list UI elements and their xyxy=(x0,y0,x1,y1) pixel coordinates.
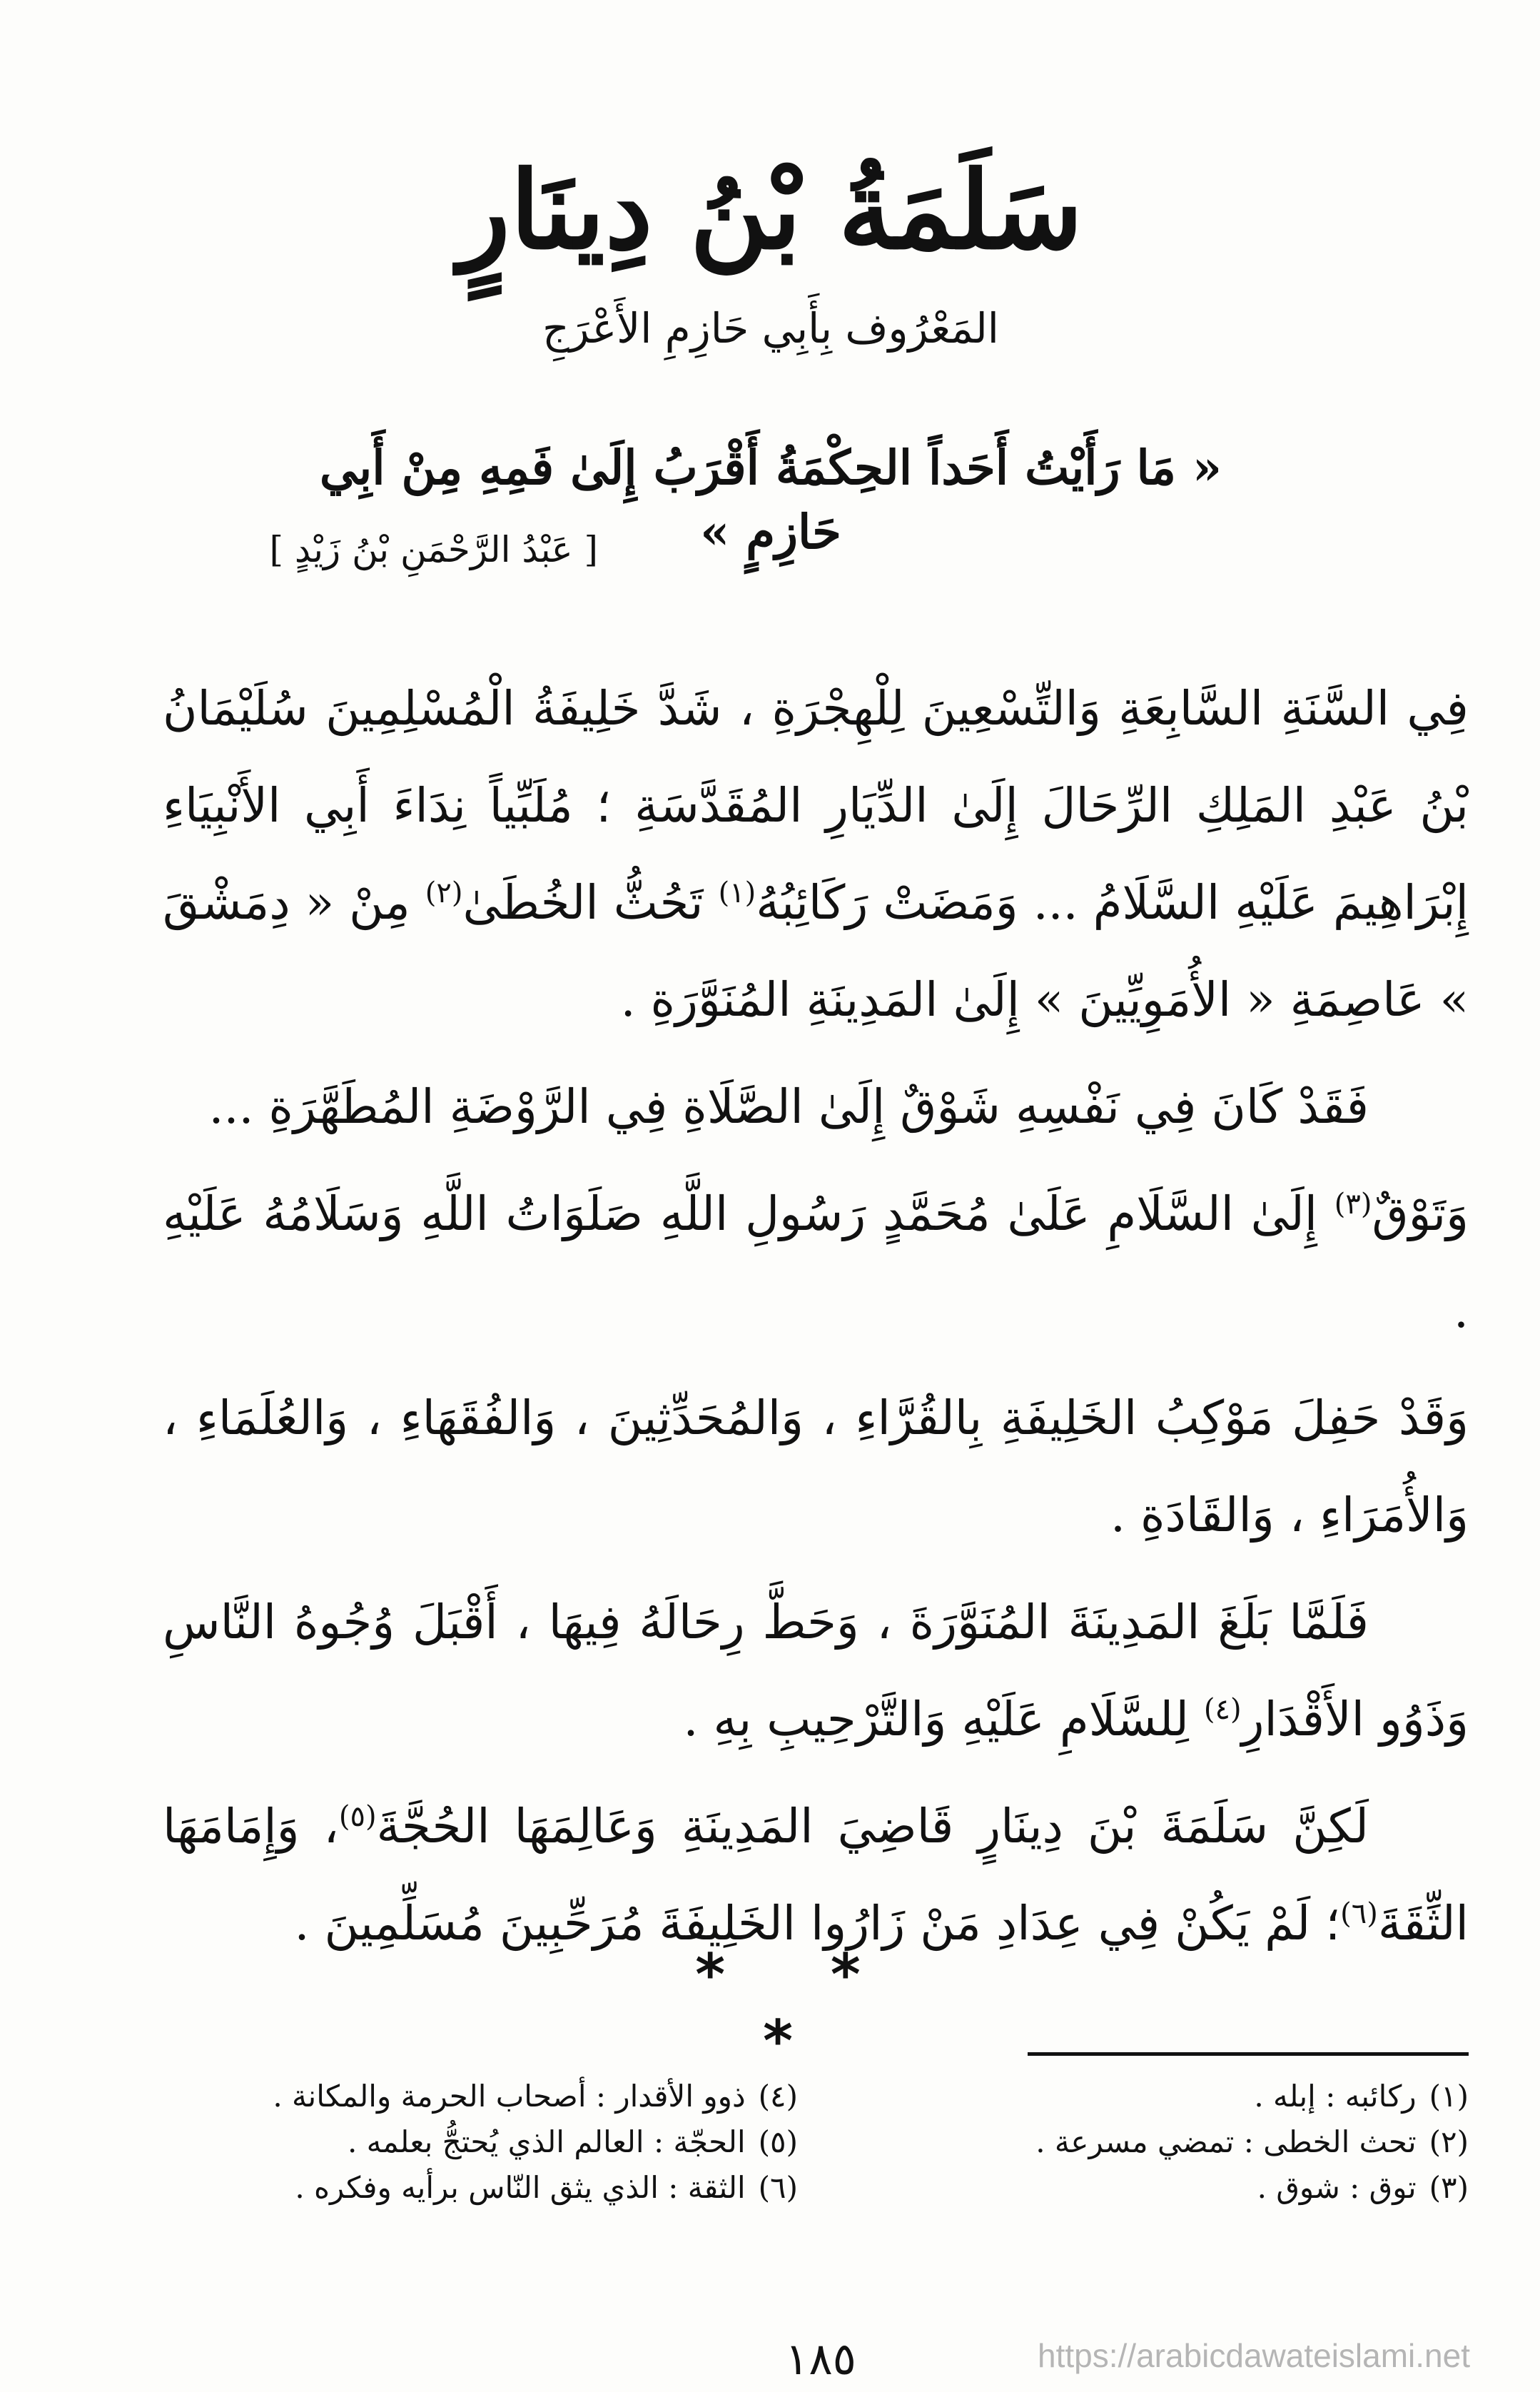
footnote-ref-5: (٥) xyxy=(338,1800,377,1833)
footnote-ref-6: (٦) xyxy=(1340,1897,1378,1930)
source-watermark: https://arabicdawateislami.net xyxy=(1038,2337,1470,2374)
paragraph-1 xyxy=(163,660,1469,1049)
footnote-3-text: توق : شوق . xyxy=(1257,2170,1417,2205)
paragraph-3-part-2: إِلَىٰ السَّلَامِ عَلَىٰ مُحَمَّدٍ رَسُولِ اللَّهِ صَلَوَاتُ اللَّهِ وَسَلَامُهُ عَلَيْهِ . xyxy=(163,1186,1469,1338)
paragraph-1-part-2: تَحُثُّ الخُطَىٰ xyxy=(462,875,719,930)
paragraph-2: فَقَدْ كَانَ فِي نَفْسِهِ شَوْقٌ إِلَىٰ الصَّلَاةِ فِي الرَّوْضَةِ المُطَهَّرَةِ ... xyxy=(208,1079,1369,1134)
footnote-4-text: ذوو الأقدار : أصحاب الحرمة والمكانة . xyxy=(273,2079,746,2114)
footnote-2 xyxy=(1026,2119,1469,2165)
footnote-ref-1: (١) xyxy=(718,877,756,909)
footnote-1-number: (١) xyxy=(1429,2079,1469,2114)
paragraph-6-part-3: ؛ لَمْ يَكُنْ فِي عِدَادِ مَنْ زَارُوا الخَلِيفَةَ مُرَحِّبِينَ مُسَلِّمِينَ . xyxy=(294,1896,1341,1951)
footnote-6 xyxy=(213,2165,798,2211)
paragraph-3-part-1: وَتَوْقٌ xyxy=(1372,1186,1469,1241)
epigraph-quote: « مَا رَأَيْتُ أَحَداً الحِكْمَةُ أَقْرَبُ إِلَىٰ فَمِهِ مِنْ أَبِي حَازِمٍ » xyxy=(319,440,1222,560)
footnote-6-text: الثقة : الذي يثق النّاس برأيه وفكره . xyxy=(295,2170,746,2205)
paragraph-6-part-2: ، وَإِمَامَهَا الثِّقَةَ xyxy=(163,1799,1469,1951)
paragraph-5-part-2: لِلسَّلَامِ عَلَيْهِ وَالتَّرْحِيبِ بِهِ . xyxy=(683,1692,1204,1747)
footnote-1 xyxy=(1026,2074,1469,2119)
footnote-1-text: ركائبه : إبله . xyxy=(1254,2079,1417,2114)
paragraph-4: وَقَدْ حَفِلَ مَوْكِبُ الخَلِيفَةِ بِالقُرَّاءِ ، وَالمُحَدِّثِينَ ، وَالفُقَهَاءِ ، وَالعُلَمَاءِ ، وَالأُمَرَاءِ ، وَالقَادَةِ . xyxy=(163,1391,1469,1543)
footnote-4-number: (٤) xyxy=(758,2079,798,2114)
footnote-5 xyxy=(213,2119,798,2165)
footnotes-right-column xyxy=(1026,2074,1469,2211)
paragraph-1-part-3: مِنْ « دِمَشْقَ » عَاصِمَةِ « الأُمَوِيِّينَ » إِلَىٰ المَدِينَةِ المُنَوَّرَةِ . xyxy=(163,875,1469,1027)
footnote-2-text: تحث الخطى : تمضي مسرعة . xyxy=(1035,2124,1417,2159)
footnote-ref-3: (٣) xyxy=(1334,1188,1372,1221)
paragraph-3 xyxy=(163,1166,1469,1360)
page-number: ١٨٥ xyxy=(785,2333,856,2385)
footnote-ref-4: (٤) xyxy=(1203,1693,1242,1726)
epigraph-attribution: [ عَبْدُ الرَّحْمَنِ بْنُ زَيْدٍ ] xyxy=(269,529,598,570)
footnote-divider xyxy=(1028,2052,1469,2056)
section-break: * * * xyxy=(695,1942,903,2074)
footnote-4 xyxy=(213,2074,798,2119)
footnote-3 xyxy=(1026,2165,1469,2211)
paragraph-5 xyxy=(163,1574,1469,1768)
footnote-2-number: (٢) xyxy=(1429,2124,1469,2159)
body-text xyxy=(163,660,1469,1982)
paragraph-1-part-1: فِي السَّنَةِ السَّابِعَةِ وَالتِّسْعِينَ لِلْهِجْرَةِ ، شَدَّ خَلِيفَةُ الْمُسْلِمِينَ سُلَيْمَانُ بْنُ عَبْدِ المَلِكِ الرِّحَالَ إِلَىٰ الدِّيَارِ المُقَدَّسَةِ ؛ مُلَبِّياً نِدَاءَ أَبِي الأَنْبِيَاءِ إِبْرَاهِيمَ عَلَيْهِ السَّلَامُ ... وَمَضَتْ رَكَائِبُهُ xyxy=(163,681,1469,930)
chapter-title: سَلَمَةُ بْنُ دِينَارٍ xyxy=(458,148,1083,273)
footnote-5-text: الحجّة : العالم الذي يُحتجُّ بعلمه . xyxy=(347,2124,746,2159)
paragraph-5-part-1: فَلَمَّا بَلَغَ المَدِينَةَ المُنَوَّرَةَ ، وَحَطَّ رِحَالَهُ فِيهَا ، أَقْبَلَ وُجُوهُ النَّاسِ وَذَوُو الأَقْدَارِ xyxy=(163,1595,1469,1747)
footnote-ref-2: (٢) xyxy=(425,877,463,909)
footnote-3-number: (٣) xyxy=(1429,2170,1469,2205)
footnote-6-number: (٦) xyxy=(758,2170,798,2205)
footnote-5-number: (٥) xyxy=(758,2124,798,2159)
chapter-subtitle: المَعْرُوف بِأَبِي حَازِمِ الأَعْرَجِ xyxy=(542,304,999,353)
footnotes-left-column xyxy=(213,2074,798,2211)
paragraph-6-part-1: لَكِنَّ سَلَمَةَ بْنَ دِينَارٍ قَاضِيَ المَدِينَةِ وَعَالِمَهَا الحُجَّةَ xyxy=(376,1799,1369,1854)
